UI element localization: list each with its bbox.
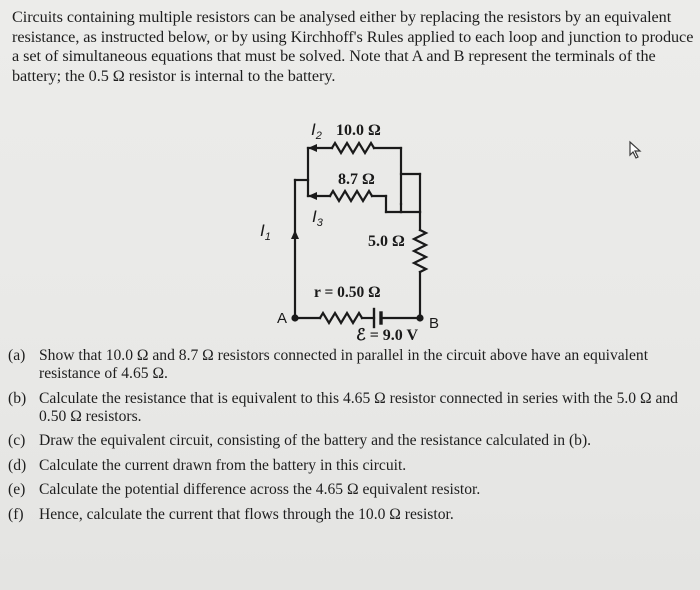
question-label: (b) [8,389,27,407]
question-text: Calculate the current drawn from the battery in this circuit. [39,456,407,474]
question-d [8,457,694,475]
question-e [8,481,694,499]
label-internal-resistance: r = 0.50 Ω [314,284,381,301]
mouse-pointer-icon [626,140,644,160]
arrow-i2 [308,144,317,152]
question-f [8,506,694,524]
question-label: (a) [8,347,26,364]
question-b [8,390,694,426]
circuit-diagram [250,112,470,344]
label-terminal-a: A [277,310,288,327]
resistor-5-ohm [414,230,426,272]
question-c [8,432,694,450]
terminal-a-dot [291,314,298,321]
question-a [8,347,694,383]
question-text: Draw the equivalent circuit, consisting of the battery and the resistance calculated in (b). [39,432,592,449]
question-list [8,347,694,530]
label-resistor-5: 5.0 Ω [368,233,405,250]
terminal-b-dot [416,314,423,321]
question-text: Calculate the potential difference across the 4.65 Ω equivalent resistor. [39,481,481,498]
label-resistor-10: 10.0 Ω [336,122,381,139]
label-resistor-8-7: 8.7 Ω [338,171,375,188]
question-label: (c) [8,432,26,449]
question-text: Hence, calculate the current that flows through the 10.0 Ω resistor. [39,505,454,523]
intro-paragraph: Circuits containing multiple resistors can be analysed either by replacing the resistors by an equivalent resistance, as instructed below, or by using Kirchhoff's Rules applied to each loop and junction to produce a set of simultaneous equations that must be solved. Note that A and B represent the terminals of the battery; the 0.5 Ω resistor is internal to the battery. [12,8,694,85]
question-label: (f) [8,505,24,523]
question-text: Show that 10.0 Ω and 8.7 Ω resistors connected in parallel in the circuit above have an equivalent resistance of 4.65 Ω. [39,347,649,382]
question-label: (d) [8,456,27,474]
label-i2: $I_2$ [311,120,322,142]
label-emf: ℰ = 9.0 V [356,327,419,344]
resistor-10-ohm [332,143,374,153]
arrow-i3 [308,192,317,200]
arrow-i1 [291,230,299,239]
question-label: (e) [8,481,26,498]
resistor-8-7-ohm [330,191,372,201]
label-terminal-b: B [429,315,440,332]
question-text: Calculate the resistance that is equivalent to this 4.65 Ω resistor connected in series with the 5.0 Ω and 0.50 Ω resistors. [39,389,678,425]
label-i1: $I_1$ [260,221,271,243]
label-i3: $I_3$ [312,207,323,229]
resistor-internal [320,313,362,323]
